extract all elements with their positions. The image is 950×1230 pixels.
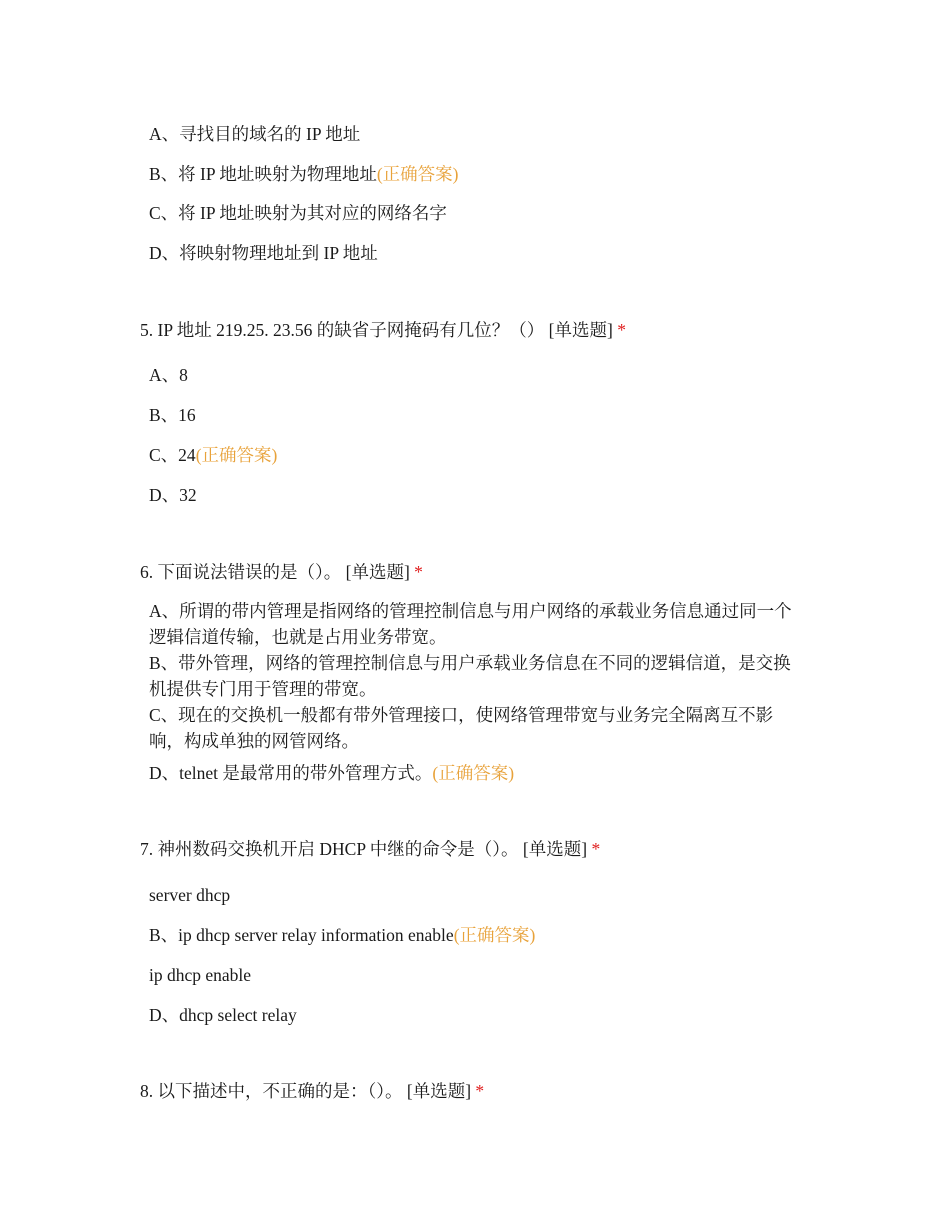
q7-option-c-text: ip dhcp enable [149,965,252,985]
q4-correct-answer-label: (正确答案) [376,164,459,184]
q6-option-b [149,650,801,702]
q6-option-a-text: A、所谓的带内管理是指网络的管理控制信息与用户网络的承载业务信息通过同一个逻辑信道传输，也就是占用业务带宽。 [149,601,792,647]
q7-option-d-text: D、dhcp select relay [149,1005,297,1025]
q5-title [140,317,840,343]
q7-option-d [149,1002,809,1028]
q7-correct-answer-label: (正确答案) [453,925,536,945]
q6-option-d-text: D、telnet 是最常用的带外管理方式。 [149,763,433,783]
q5-required-mark: * [617,320,626,340]
q6-option-c-text: C、现在的交换机一般都有带外管理接口，使网络管理带宽与业务完全隔离互不影响，构成单独的网管网络。 [149,705,774,751]
q5-option-c-text: C、24 [149,445,196,465]
q5-option-a-text: A、8 [149,365,188,385]
q4-option-c-text: C、将 IP 地址映射为其对应的网络名字 [149,203,447,223]
q4-option-a-text: A、寻找目的域名的 IP 地址 [149,124,361,144]
q6-option-b-text: B、带外管理，网络的管理控制信息与用户承载业务信息在不同的逻辑信道，是交换机提供专门用于管理的带宽。 [149,653,791,699]
q4-option-d-text: D、将映射物理地址到 IP 地址 [149,243,378,263]
q5-title-text: 5. IP 地址 219.25. 23.56 的缺省子网掩码有几位？（） [单选题] [140,320,613,340]
q6-required-mark: * [414,562,423,582]
q5-option-d-text: D、32 [149,485,197,505]
q6-correct-answer-label: (正确答案) [432,763,515,783]
q5-option-b-text: B、16 [149,405,196,425]
q8-title [140,1078,840,1104]
q6-title-text: 6. 下面说法错误的是（）。 [单选题] [140,562,410,582]
q6-title [140,559,840,585]
q5-option-b [149,402,809,428]
q7-option-b-text: B、ip dhcp server relay information enable [149,925,454,945]
q7-required-mark: * [591,839,601,859]
q4-option-d [149,240,809,266]
q5-option-d [149,482,809,508]
q7-title [140,836,840,862]
q7-option-a [149,882,809,908]
q7-option-a-text: server dhcp [149,885,231,905]
q5-correct-answer-label: (正确答案) [195,445,278,465]
q4-option-b [149,161,809,187]
q5-option-c [149,442,809,468]
q7-option-c [149,962,809,988]
q6-option-c [149,702,801,754]
q8-title-text: 8. 以下描述中，不正确的是：（）。 [单选题] [140,1081,472,1101]
q6-option-a [149,598,801,650]
q7-title-text: 7. 神州数码交换机开启 DHCP 中继的命令是（）。 [单选题] [140,839,588,859]
q4-option-a [149,121,809,147]
q4-option-c [149,200,809,226]
q4-option-b-text: B、将 IP 地址映射为物理地址 [149,164,377,184]
q6-option-d [149,760,809,786]
q5-option-a [149,362,809,388]
q7-option-b [149,922,809,948]
q8-required-mark: * [475,1081,485,1101]
